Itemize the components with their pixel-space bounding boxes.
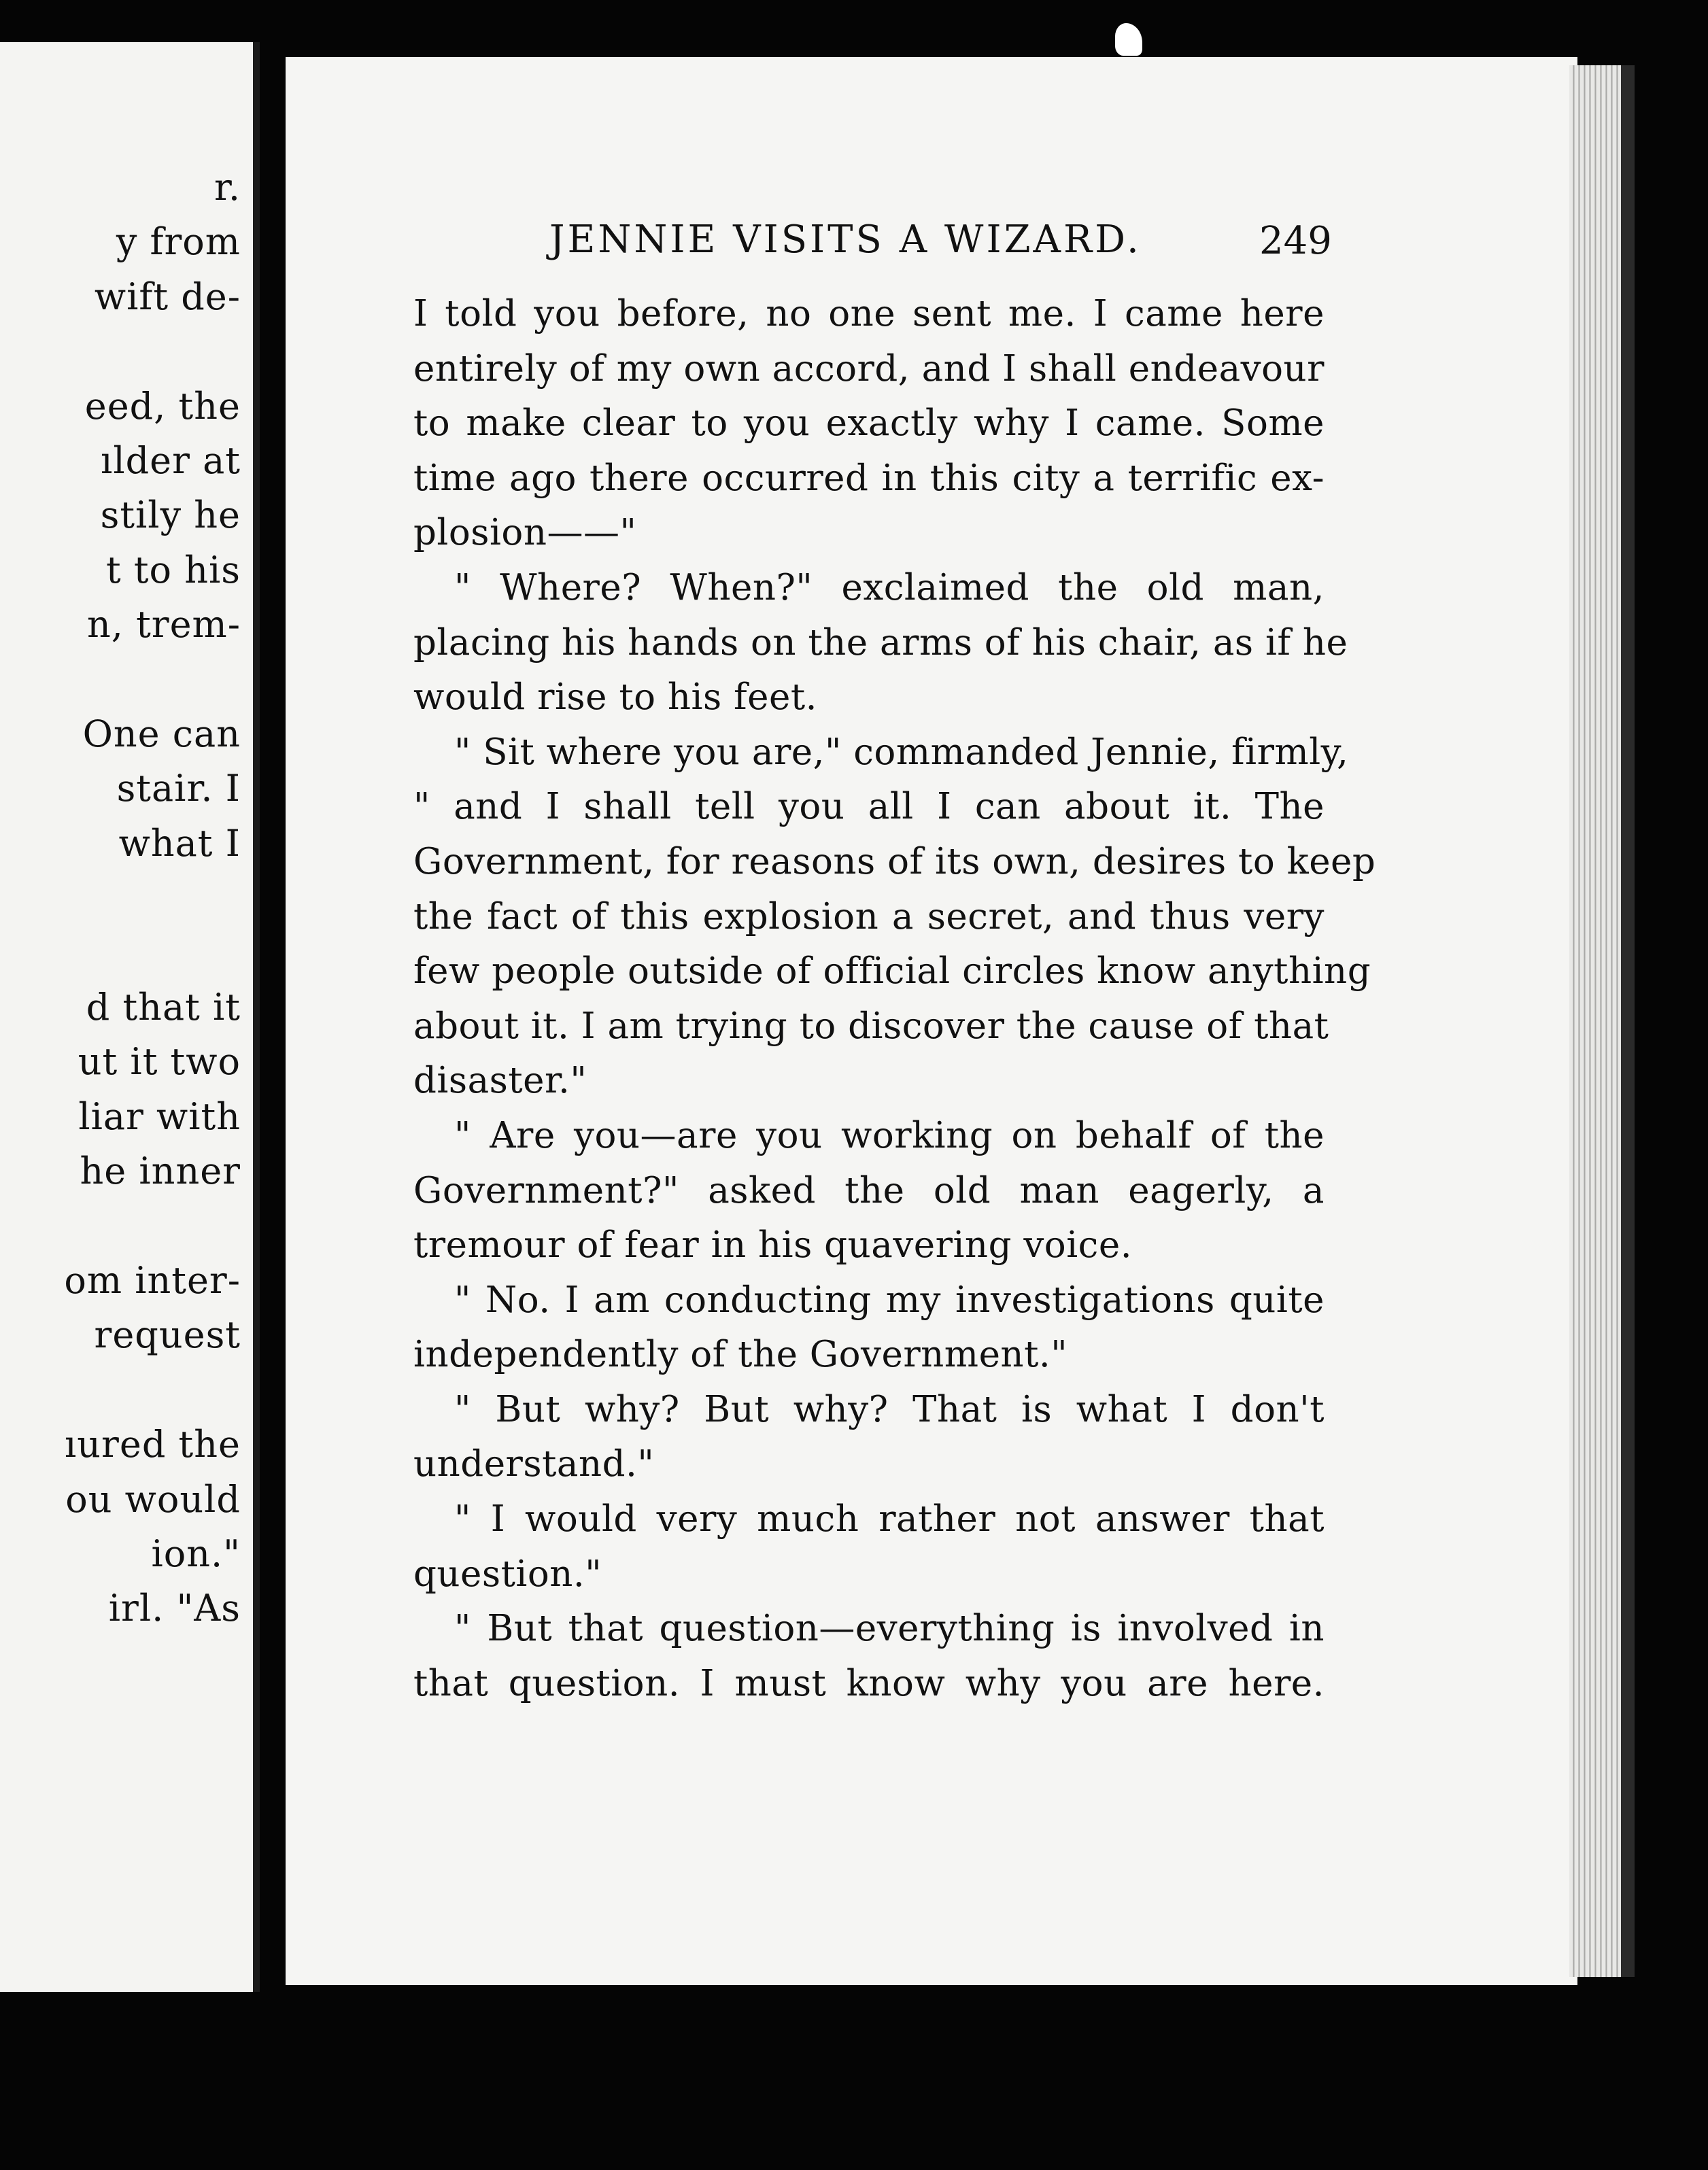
text-line: " and I shall tell you all I can about it. The <box>413 786 1325 828</box>
left-page-line: ou would <box>65 1477 241 1521</box>
text-line: that question. I must know why you are here. <box>413 1662 1325 1704</box>
text-line: entirely of my own accord, and I shall endeavour <box>413 347 1325 390</box>
text-line: time ago there occurred in this city a terrific ex- <box>413 457 1325 499</box>
text-line: " Are you—are you working on behalf of the <box>454 1114 1325 1156</box>
text-line: I told you before, no one sent me. I came here <box>413 293 1325 334</box>
text-line: " Sit where you are," commanded Jennie, firmly, <box>454 731 1349 773</box>
left-facing-page <box>0 42 260 1992</box>
text-line: Government?" asked the old man eagerly, a <box>413 1169 1325 1211</box>
text-line: question." <box>413 1553 602 1595</box>
text-line: about it. I am trying to discover the cause of that <box>413 1005 1329 1047</box>
body-text <box>413 287 1376 1711</box>
left-page-line: d that it <box>86 986 241 1029</box>
text-line: independently of the Government." <box>413 1334 1068 1376</box>
left-page-line: om inter- <box>64 1259 241 1302</box>
left-page-line: stair. I <box>116 767 241 810</box>
left-page-line: eed, the <box>84 384 241 428</box>
left-page-line: liar with <box>78 1095 241 1138</box>
left-page-line: y from <box>116 220 241 264</box>
text-line: tremour of fear in his quavering voice. <box>413 1224 1133 1267</box>
text-line: " No. I am conducting my investigations quite <box>454 1279 1325 1321</box>
scan-speck <box>1115 23 1142 56</box>
left-page-line: ılder at <box>101 439 241 482</box>
left-page-line: t to his <box>105 548 241 591</box>
text-line: to make clear to you exactly why I came. Some <box>413 402 1325 445</box>
page-number: 249 <box>1259 219 1332 263</box>
left-page-line: he inner <box>80 1150 241 1193</box>
page-edges <box>1569 65 1621 1977</box>
left-page-line: n, trem- <box>86 603 241 647</box>
text-line: placing his hands on the arms of his chair, as if he <box>413 621 1348 664</box>
right-page <box>286 57 1577 1985</box>
running-title: JENNIE VISITS A WIZARD. <box>549 218 1142 262</box>
text-line: Government, for reasons of its own, desires to keep <box>413 840 1376 882</box>
text-line: " But that question—everything is involved in <box>454 1608 1325 1650</box>
left-page-line: irl. "As <box>108 1587 241 1630</box>
book-cover-edge <box>1621 65 1635 1977</box>
text-line: few people outside of official circles know anything <box>413 950 1371 993</box>
text-line: the fact of this explosion a secret, and thus very <box>413 895 1325 937</box>
left-page-line: ıured the <box>65 1423 241 1466</box>
left-page-line: ion." <box>151 1532 241 1575</box>
left-page-line: stily he <box>100 494 241 537</box>
text-line: disaster." <box>413 1060 587 1102</box>
left-page-line: ut it two <box>78 1040 241 1084</box>
left-page-line: r. <box>214 166 241 209</box>
left-page-line: wift de- <box>94 275 241 318</box>
text-line: " Where? When?" exclaimed the old man, <box>454 566 1325 608</box>
text-line: would rise to his feet. <box>413 676 818 719</box>
left-page-line: request <box>94 1313 241 1357</box>
text-line: " I would very much rather not answer that <box>454 1498 1325 1540</box>
text-line: " But why? But why? That is what I don't <box>454 1388 1325 1430</box>
text-line: plosion——" <box>413 512 637 554</box>
left-page-line: what I <box>118 821 241 865</box>
left-page-line: One can <box>82 712 241 755</box>
page-header <box>286 218 1577 272</box>
text-line: understand." <box>413 1443 655 1485</box>
